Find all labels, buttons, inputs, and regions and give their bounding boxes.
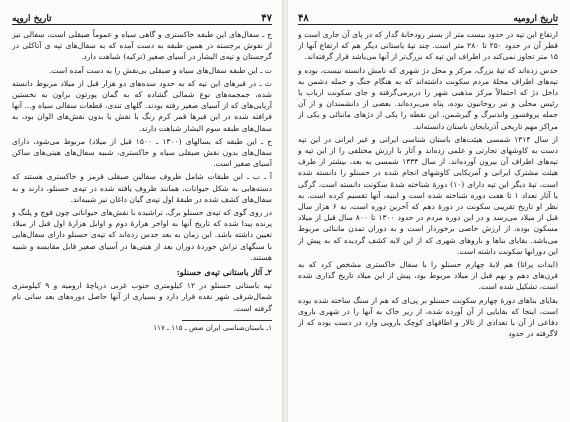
paragraph: ارتفاع این تپه در حدود بیست متر از بستر رودخانهٔ گدار که در پای آن جاری است و قطر آن در حدود ۲۵۰ تا ۲۸۰ متر است. چند تپهٔ باستانی دیگر هم که ارتفاع آنها از ۱۵ متر تجاوز نمی‌کند در اطراف این تپه که بزرگ‌تر از آنها می‌باشد قرار گرفته‌اند. <box>298 30 558 62</box>
section-heading: ۲ـ آثار باستانی تپه‌ی حسنلو: <box>176 267 272 278</box>
paragraph: در روی گوی که تپه‌ی حسنلو برگ، تراشیده با نقش‌های حیواناتی چون قوچ و پلنگ و پرنده پیدا شده که تاریخ آنها به اواخر هزارهٔ دوم و اوایل هزارهٔ اول قبل از میلاد تعیین داشته باشد. این زمان به بعد حدس زده‌اند که تپه‌ی حسنلو دارای سفال‌هایی با سنگهای تراش خوردهٔ دوران بعد از هیتی‌ها در آسیای صغیر قابل مقایسه و شبیه هستند. <box>12 208 272 262</box>
paragraph: ث ـ در قبرهای این تپه که به حدود سده‌های دو هزار قبل از میلاد مربوط دانسته شده، جمجمه‌های نوع شمالی گشاده که به گمان پورتون براون به نخستین آریایی‌های که از آسیای صغیر رفته بودند. گلهای تندی، قطعات سفالی سیاه و... آنها فرافته شده در این قبرها قمر کرم رنگ با نقش یا بدون نقش‌های الوان بود، به سفال‌های طبقه سوم الیشار شباهت دارند. <box>12 78 272 133</box>
running-title: تاریخ ارومیه <box>513 14 558 24</box>
page-number: ۴۸ <box>298 13 309 24</box>
paragraph: ت ـ این طبقه سفال‌های سیاه و صیقلی بی‌نقش را به دست آمده است. <box>48 65 272 75</box>
page-header <box>12 4 272 25</box>
paragraph: آ ـ ب ـ این طبقات شامل ظروف سفالین صیقلی قرمز و خاکستری هستند که دسته‌هایی به شکل حیوانات، همانند ظروف یافته شده در تپه‌ی حسنلو، دارند و به سفال‌های کشف شده در طبقهٔ اول تپه‌ی گیان داغان نیز شبیه‌اند. <box>12 172 272 204</box>
running-title: تاریخ اروپه <box>12 14 52 24</box>
paragraph: بقایای بناهای دورهٔ چهارم سکونت حسنلو بر پی‌ای که هم از سنگ ساخته شده بوده است، اینجا که بقایایی از آن آورده شده، از زیر خاک به آنها را در شهری باروی دفاعی از آن با تعدادی از تالار و اطاقهای کوچک بارویی وارد در دست بوده که از لاگرفته در حدود <box>298 295 558 339</box>
page-number: ۴۷ <box>261 13 272 24</box>
footnote-rule <box>182 320 272 321</box>
right-page <box>288 0 570 422</box>
page-body <box>298 29 558 417</box>
footnote: ۱ـ باستان‌شناسی ایران صص ـ ۱۱۵ ـ ۱۱۷ <box>153 323 272 332</box>
paragraph: از سال ۱۳۱۴ شمسی هیئت‌های باستان شناسی ایرانی و غیر ایرانی در این تپه دست به کاوشهای تجارتی و علمی زده‌اند و آثار با ارزش مختلفی را از این تپه و تپه‌های اطراف آن بیرون آورده‌اند. از سال ۱۳۳۴ شمسی به بعد، بیشتر از طرف هیئت مشترک ایرانی و آمریکایی کاوشهای انجام شده در حسنلو را دانسته شده است، تپهٔ دیگر این تپه دارای (۱۰) دورهٔ شناخته شدهٔ سکونت دانسته است، گرگی یا آثار تعداد ۱ تا هفت دوره شناخته شده است و ابنیه، آنها تقسیم کرده است. به نظر او تاریخ تقریبی سکونت در دورهٔ دهم که آخرین دوره است، به ۶ هزار سال قبل از میلاد می‌رسد و در این دوره مردم در حدود ۱۳۰۰ تا ۸۰۰ سال قبل از میلاد مسکون بوده، از ارزش خاصی برخوردار است و به دوران تمدن ماننائی مربوط می‌باشد. بقایای بناها و باروهای شهری که از این لایه کشف گردیده که به پیش از این دورانها سکونت داشته است. <box>298 134 558 256</box>
left-page <box>0 0 282 422</box>
paragraph: ح ـ این طبقه که بسالهای (۱۳۰۰ ـ ۱۵۰۰ قبل از میلاد) مربوط می‌شود، دارای سفال‌های بدون نقش صیقلی سیاه و خاکستری، شبیه سفال‌های هیتی‌های ساکن آسیای صغیر است. <box>12 136 272 169</box>
paragraph: تپه باستانی حسنلو در ۱۲ کیلومتری جنوب غربی دریاچهٔ ارومیه و ۹ کیلومتری شمال‌شرقی شهر نقده قرار دارد و بسیاری از آنها حاصل دوره‌های بعد سانی نام گرفته است. <box>12 281 272 313</box>
paragraph: حدس زده‌اند که تپهٔ بزرگ، مرکز و محل دژ شهری که نامش دانسته نیست، بوده و تپه‌های اطراف محلهٔ مردم سکونت داشته‌اند که به هنگام جنگ و حمله دشمن به داخل دژ که احتمالاً مرکز مذهبی شهر را دربرمی‌گرفته و جای سکونت ارباب یا رئیس محلی و نیز روحانیون بوده، پناه می‌برده‌اند. بعضی از دانشمندان و از آن جمله پروفسور واندنبرگ و گیرشمن، این نقطه را یکی از دژهای ماننائی و یکی از مراکز مهم تاریخی آذربایجان باستان دانسته‌اند. <box>298 65 558 131</box>
page-body <box>12 29 272 397</box>
paragraph: (ایدات پراتا) هم لایهٔ چهارم حسنلو را با سفال خاکستری مشخص کرد که به قرن‌های دهم و نهم قبل از میلاد مربوط بود، پیش از این میلاد تاریخ گذاری شده است، تشکیل شده است. <box>298 260 558 292</box>
page-header <box>298 4 558 25</box>
paragraph: ج ـ سفال‌های این طبقه خاکستری و گاهی سیاه و عموماً صیقلی است، سفالی نیز از نقوش برجسته در همین طبقه به دست آمده که به سفال‌های تپه ی آتاکلی در گرجستان و تپه‌ی الیشار در آسیای صغیر (ترکیه) شباهت دارد. <box>12 30 272 62</box>
